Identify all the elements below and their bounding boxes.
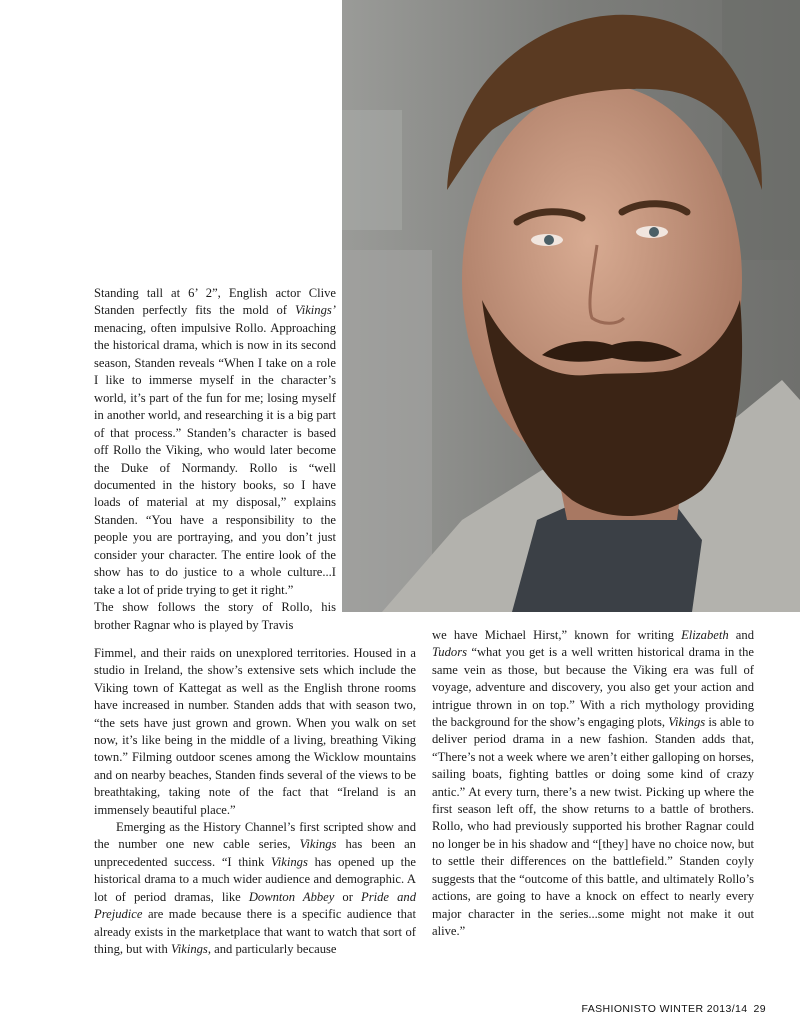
text-run-italic: Vikings’ xyxy=(294,303,336,318)
text-run: are made because there is a specific audience that already exists in the marketplace that want to watch that sort of thing, but with xyxy=(94,907,416,956)
text-run: Standing tall at 6’ 2”, English actor Clive Standen perfectly fits the mold of xyxy=(94,286,336,318)
text-run-italic: Vikings xyxy=(170,941,208,956)
paragraph-intro xyxy=(94,285,336,599)
article-right-column xyxy=(432,627,754,940)
article-left-column xyxy=(94,645,416,958)
text-run: , and particularly because xyxy=(207,941,337,956)
portrait-photo xyxy=(342,0,800,612)
paragraph-story-rest xyxy=(94,645,416,819)
text-run: has opened up the historical drama to a much wider audience and demographic. A lot of period dramas, like xyxy=(94,854,416,904)
text-run: “what you get is a well written historical drama in the same vein as those, but because the Viking era was full of voyage, adventure and discovery, you also get your action and intrigue thrown in on top.” With a rich mythology providing the background for the show’s engaging plots, xyxy=(432,645,754,730)
text-run-italic: Vikings xyxy=(271,854,308,869)
text-run: and xyxy=(728,628,754,642)
portrait-illustration xyxy=(342,0,800,612)
article-intro-column xyxy=(94,285,336,634)
text-run-italic: Vikings xyxy=(299,837,337,852)
text-run: we have Michael Hirst,” known for writing xyxy=(432,628,682,642)
text-run: is able to deliver period drama in a new fashion. Standen adds that, “There’s not a week where we aren’t either galloping on horses, sailing boats, fighting battles or doing some kind of crazy antic.” At every turn, there’s a new twist. Picking up where the first season left off, the show returns to a battle of brothers. Rollo, who had previously supported his brother Ragnar could no longer be in his shadow and “[they] have no choice now, but to settle their differences on the battlefield.” Standen coyly suggests that the “outcome of this battle, and ultimately Rollo’s actions, are going to have a knock on effect to nearly every major character in the series...some might not make it out alive.” xyxy=(432,715,754,938)
text-run-italic: Tudors xyxy=(432,645,468,660)
text-run: has been an unprecedented success. “I think xyxy=(94,837,416,869)
magazine-issue: FASHIONISTO WINTER 2013/14 xyxy=(581,1003,748,1015)
text-run: Fimmel, and their raids on unexplored territories. Housed in a studio in Ireland, the show’s extensive sets which include the Viking town of Kattegat as well as the English throne rooms have increased in number. Standen adds that with season two, “the sets have just grown and grown. When you walk on set now, it’s like being in the middle of a living, breathing Viking town.” Filming outdoor scenes among the Wicklow mountains and on nearby beaches, Standen finds several of the views to be breathtaking, taking note of the fact that “Ireland is an immensely beautiful place.” xyxy=(94,646,416,817)
text-run-italic: Pride and Prejudice xyxy=(94,889,416,922)
text-run-italic: Elizabeth xyxy=(681,628,729,642)
text-run-italic: Vikings xyxy=(668,715,706,730)
text-run: menacing, often impulsive Rollo. Approaching the historical drama, which is now in its second season, Standen reveals “When I take on a role I like to immerse myself in the character’s world, it’s part of the fun for me; losing myself in another world, and researching it is a big part of that process.” Standen’s character is based off Rollo the Viking, who would later become the Duke of Normandy. Rollo is “well documented in the history books, so I have loads of material at my disposal,” explains Standen. “You have a responsibility to the people you are portraying, and you don’t just consider your character. The entire look of the show has to do justice to a whole culture...I take a lot of pride trying to get it right.” xyxy=(94,320,336,597)
paragraph-continued xyxy=(432,627,754,940)
page-number: 29 xyxy=(753,1003,766,1015)
text-run: or xyxy=(334,889,362,904)
paragraph-success xyxy=(94,819,416,958)
text-run: The show follows the story of Rollo, his brother Ragnar who is played by Travis xyxy=(94,600,336,632)
paragraph-story-start xyxy=(94,599,336,634)
text-run: Emerging as the History Channel’s first scripted show and the number one new cable series, xyxy=(94,820,416,852)
text-run-italic: Downton Abbey xyxy=(248,889,335,904)
page-footer xyxy=(582,1003,767,1015)
